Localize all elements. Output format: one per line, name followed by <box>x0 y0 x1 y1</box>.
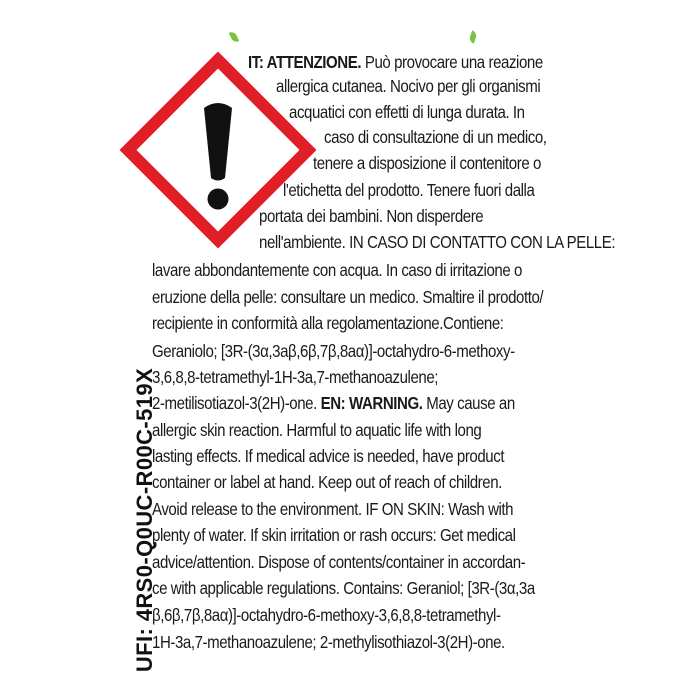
warning-text: 3,6,8,8-tetramethyl-1H-3a,7-methanoazulene; <box>152 367 439 387</box>
warning-text: plenty of water. If skin irritation or rash occurs: Get medical <box>152 525 516 545</box>
label-text-line <box>152 469 502 495</box>
label-text-line <box>152 417 481 443</box>
warning-text: acquatici con effetti di lunga durata. In <box>289 102 525 122</box>
leaf-decoration-left <box>229 30 240 43</box>
warning-text: 1H-3a,7-methanoazulene; 2-methylisothiazol-3(2H)-one. <box>152 632 505 652</box>
label-text-line <box>259 229 615 255</box>
warning-heading: IT: ATTENZIONE. <box>248 52 362 72</box>
leaf-decoration-right <box>468 30 478 43</box>
warning-text: Avoid release to the environment. IF ON SKIN: Wash with <box>152 499 514 519</box>
warning-text: β,6β,7β,8aα)]-octahydro-6-methoxy-3,6,8,8-tetramethyl- <box>152 605 501 625</box>
warning-text: Può provocare una reazione <box>361 52 543 72</box>
warning-text: Geraniolo; [3R-(3α,3aβ,6β,7β,8aα)]-octahydro-6-methoxy- <box>152 341 515 361</box>
label-text-line <box>152 602 501 628</box>
label-text-line <box>152 549 525 575</box>
warning-text: caso di consultazione di un medico, <box>324 127 547 147</box>
label-text-line <box>152 257 522 283</box>
warning-text: ce with applicable regulations. Contains: Geraniol; [3R-(3α,3a <box>152 578 535 598</box>
warning-text: advice/attention. Dispose of contents/container in accordan- <box>152 552 526 572</box>
label-text-line <box>152 364 438 390</box>
warning-text: May cause an <box>422 393 515 413</box>
label-text-line <box>152 496 513 522</box>
label-text-line <box>324 124 547 150</box>
ufi-code: UFI: 4RS0-Q0UC-R00C-519X <box>132 367 157 673</box>
label-text-line <box>152 338 515 364</box>
warning-text: lasting effects. If medical advice is needed, have product <box>152 446 505 466</box>
label-text-line <box>248 49 543 75</box>
label-text-line <box>152 390 515 416</box>
warning-text: portata dei bambini. Non disperdere <box>259 206 484 226</box>
label-text-line <box>152 522 516 548</box>
warning-text: lavare abbondantemente con acqua. In caso di irritazione o <box>152 260 522 280</box>
warning-text: container or label at hand. Keep out of reach of children. <box>152 472 502 492</box>
warning-text: 2-metilisotiazol-3(2H)-one. <box>152 393 321 413</box>
warning-text: recipiente in conformità alla regolamentazione.Contiene: <box>152 313 504 333</box>
label-text-line <box>152 310 504 336</box>
warning-text: tenere a disposizione il contenitore o <box>313 153 541 173</box>
warning-text: l'etichetta del prodotto. Tenere fuori dalla <box>283 180 535 200</box>
warning-text: allergica cutanea. Nocivo per gli organismi <box>276 76 541 96</box>
label-text-line <box>152 284 543 310</box>
label-text-line <box>313 150 541 176</box>
label-text-line <box>259 203 483 229</box>
label-text-line <box>152 443 504 469</box>
warning-text: nell'ambiente. IN CASO DI CONTATTO CON LA PELLE: <box>259 232 616 252</box>
warning-heading: EN: WARNING. <box>320 393 423 413</box>
warning-text: eruzione della pelle: consultare un medico. Smaltire il prodotto/ <box>152 287 544 307</box>
label-text-line <box>289 99 525 125</box>
label-text-line <box>152 629 505 655</box>
label-text-line <box>152 575 535 601</box>
warning-text: allergic skin reaction. Harmful to aquatic life with long <box>152 420 482 440</box>
label-text-line <box>276 73 540 99</box>
label-text-line <box>283 177 534 203</box>
